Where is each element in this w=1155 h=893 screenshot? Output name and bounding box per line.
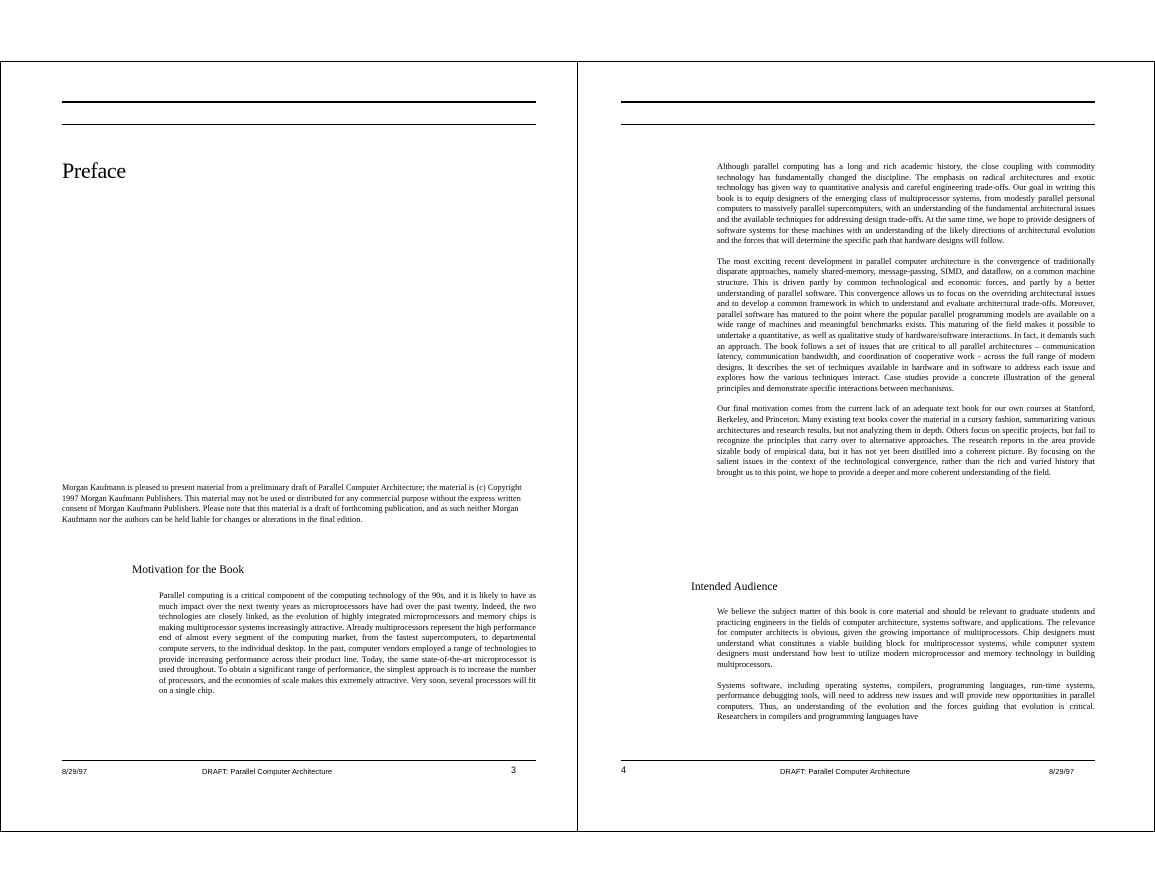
copyright-notice: Morgan Kaufmann is pleased to present material from a preliminary draft of Parallel Computer Architecture; the material is (c) Copyright 1997 Morgan Kaufmann Publishers. This material may not be used or distributed for any commercial purpose without the express written consent of Morgan Kaufmann Publishers. Please note that this material is a draft of forthcoming publication, and as such neither Morgan Kaufmann nor the authors can be held liable for changes or alterations in the final edition. bbox=[62, 483, 522, 524]
right-page bbox=[577, 61, 1155, 832]
footer-rule bbox=[621, 760, 1095, 761]
page-number: 4 bbox=[621, 765, 627, 775]
intro-text-block bbox=[717, 161, 1095, 478]
header-rule-top bbox=[621, 101, 1095, 103]
footer-date: 8/29/97 bbox=[1049, 767, 1075, 776]
paragraph: Systems software, including operating systems, compilers, programming languages, run-time systems, performance debugging tools, will need to address new issues and will provide new opportunities in parallel computers. Thus, an understanding of the evolution and the forces guiding that evolution is critical. Researchers in compilers and programming languages have bbox=[717, 679, 1095, 722]
footer-date: 8/29/97 bbox=[62, 767, 88, 776]
section-heading-motivation: Motivation for the Book bbox=[132, 564, 245, 576]
page-number: 3 bbox=[511, 765, 517, 775]
paragraph: We believe the subject matter of this book is core material and should be relevant to graduate students and practicing engineers in the fields of computer architecture, systems software, and applications. The relevance for computer architects is obvious, given the growing importance of multiprocessors. Chip designers must understand what constitutes a viable building block for multiprocessor systems, while computer system designers must understand how best to utilize modern microprocessor and memory technology in building multiprocessors. bbox=[717, 606, 1095, 669]
chapter-title: Preface bbox=[62, 158, 126, 183]
footer-rule bbox=[62, 760, 536, 761]
header-rule-bottom bbox=[621, 124, 1095, 125]
footer-title: DRAFT: Parallel Computer Architecture bbox=[780, 767, 911, 776]
header-rule-bottom bbox=[62, 124, 536, 125]
audience-text-block bbox=[717, 606, 1095, 722]
paragraph: The most exciting recent development in parallel computer architecture is the convergence of traditionally disparate approaches, namely shared-memory, message-passing, SIMD, and dataflow, on a common machine structure. This is driven partly by common technological and economic forces, and partly by a better understanding of parallel software. This convergence allows us to focus on the overriding architectural issues and to develop a common framework in which to understand and evaluate architectural trade-offs. Moreover, parallel software has matured to the point where the popular parallel programming models are available on a wide range of machines and meaningful benchmarks exists. This maturing of the field makes it possible to undertake a quantitative, as well as qualitative study of hardware/software interactions. In fact, it demands such an approach. The book follows a set of issues that are critical to all parallel architectures – communication latency, communication bandwidth, and coordination of cooperative work - across the full range of modern designs. It describes the set of techniques available in hardware and in software to address each issue and explores how the various techniques interact. Case studies provide a concrete illustration of the general principles and demonstrate specific interactions between mechanisms. bbox=[717, 255, 1095, 393]
section-heading-audience: Intended Audience bbox=[691, 581, 778, 593]
header-rule-top bbox=[62, 101, 536, 103]
paragraph: Parallel computing is a critical component of the computing technology of the 90s, and it is likely to have as much impact over the next twenty years as microprocessors have had over the past twenty. Indeed, the two technologies are closely linked, as the evolution of highly integrated microprocessors and memory chips is making multiprocessor systems increasingly attractive. Already multiprocessors represent the high performance end of almost every segment of the computing market, from the fastest supercomputers, to departmental compute servers, to the individual desktop. In the past, computer vendors employed a range of technologies to provide increasing performance across their product line. Today, the same state-of-the-art microprocessor is used throughout. To obtain a significant range of performance, the simplest approach is to increase the number of processors, and the economies of scale makes this extremely attractive. Very soon, several processors will fit on a single chip. bbox=[159, 590, 536, 696]
paragraph: Although parallel computing has a long and rich academic history, the close coupling with commodity technology has fundamentally changed the discipline. The emphasis on radical architectures and exotic technology has given way to quantitative analysis and careful engineering trade-offs. Our goal in writing this book is to equip designers of the emerging class of multiprocessor systems, from modestly parallel personal computers to massively parallel supercomputers, with an understanding of the fundamental architectural issues and the available techniques for addressing design trade-offs. At the same time, we hope to provide designers of software systems for these machines with an understanding of the likely directions of architectural evolution and the forces that will determine the specific path that hardware designs will follow. bbox=[717, 161, 1095, 246]
footer-title: DRAFT: Parallel Computer Architecture bbox=[202, 767, 333, 776]
paragraph: Our final motivation comes from the current lack of an adequate text book for our own courses at Stanford, Berkeley, and Princeton. Many existing text books cover the material in a cursory fashion, summarizing various architectures and research results, but not analyzing them in depth. Others focus on specific projects, but fail to recognize the principles that carry over to alternative approaches. The research reports in the area provide sizable body of empirical data, but it has not yet been distilled into a coherent picture. By focusing on the salient issues in the context of the technological convergence, rather than the rich and varied history that brought us to this point, we hope to provide a deeper and more coherent understanding of the field. bbox=[717, 403, 1095, 478]
motivation-paragraph bbox=[159, 590, 536, 696]
left-page bbox=[0, 61, 578, 832]
